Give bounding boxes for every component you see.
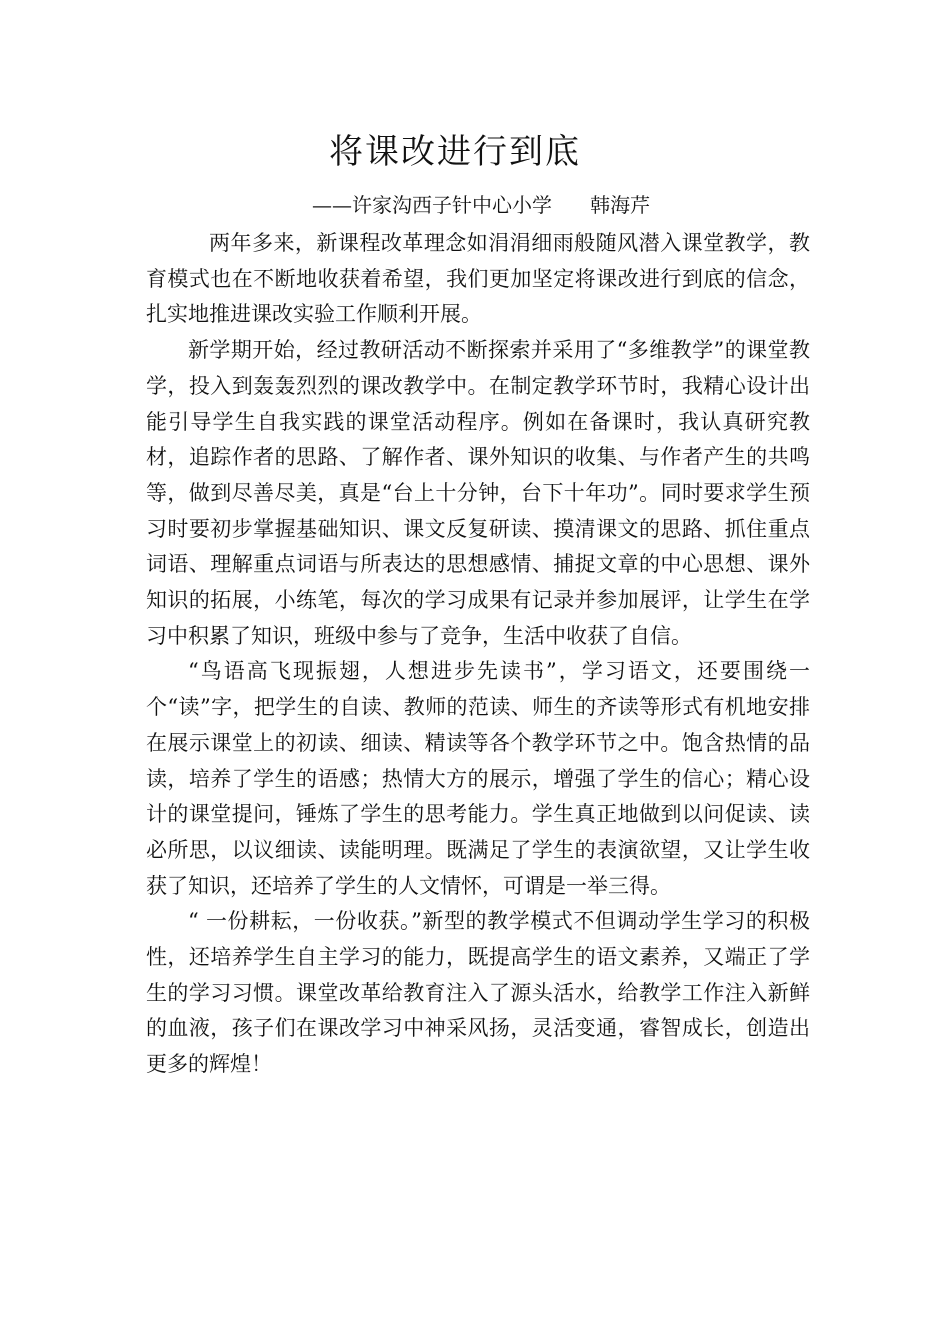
document-body [146,226,810,1083]
document-title: 将课改进行到底 [329,132,581,172]
paragraph-3: “鸟语高飞现振翅，人想进步先读书”，学习语文，还要围绕一个“读”字，把学生的自读、教师的范读、师生的齐读等形式有机地安排在展示课堂上的初读、细读、精读等各个教学环节之中。饱含热情的品读，培养了学生的语感；热情大方的展示，增强了学生的信心；精心设计的课堂提问，锤炼了学生的思考能力。学生真正地做到以问促读、读必所思，以议细读、读能明理。既满足了学生的表演欲望，又让学生收获了知识，还培养了学生的人文情怀，可谓是一举三得。 [146,659,810,898]
author-byline: ——许家沟西子针中心小学 韩海芹 [312,193,651,217]
paragraph-2: 新学期开始，经过教研活动不断探索并采用了“多维教学”的课堂教学，投入到轰轰烈烈的课改教学中。在制定教学环节时，我精心设计出能引导学生自我实践的课堂活动程序。例如在备课时，我认真研究教材，追踪作者的思路、了解作者、课外知识的收集、与作者产生的共鸣等，做到尽善尽美，真是“台上十分钟，台下十年功”。同时要求学生预习时要初步掌握基础知识、课文反复研读、摸清课文的思路、抓住重点词语、理解重点词语与所表达的思想感情、捕捉文章的中心思想、课外知识的拓展，小练笔，每次的学习成果有记录并参加展评，让学生在学习中积累了知识，班级中参与了竞争，生活中收获了自信。 [146,338,810,648]
paragraph-4: “ 一份耕耘，一份收获。”新型的教学模式不但调动学生学习的积极性，还培养学生自主学习的能力，既提高学生的语文素养，又端正了学生的学习习惯。课堂改革给教育注入了源头活水，给教学工作注入新鲜的血液，孩子们在课改学习中神采风扬，灵活变通，睿智成长，创造出更多的辉煌！ [146,909,810,1077]
paragraph-1: 两年多来，新课程改革理念如涓涓细雨般随风潜入课堂教学，教育模式也在不断地收获着希望，我们更加坚定将课改进行到底的信念，扎实地推进课改实验工作顺利开展。 [146,231,810,327]
